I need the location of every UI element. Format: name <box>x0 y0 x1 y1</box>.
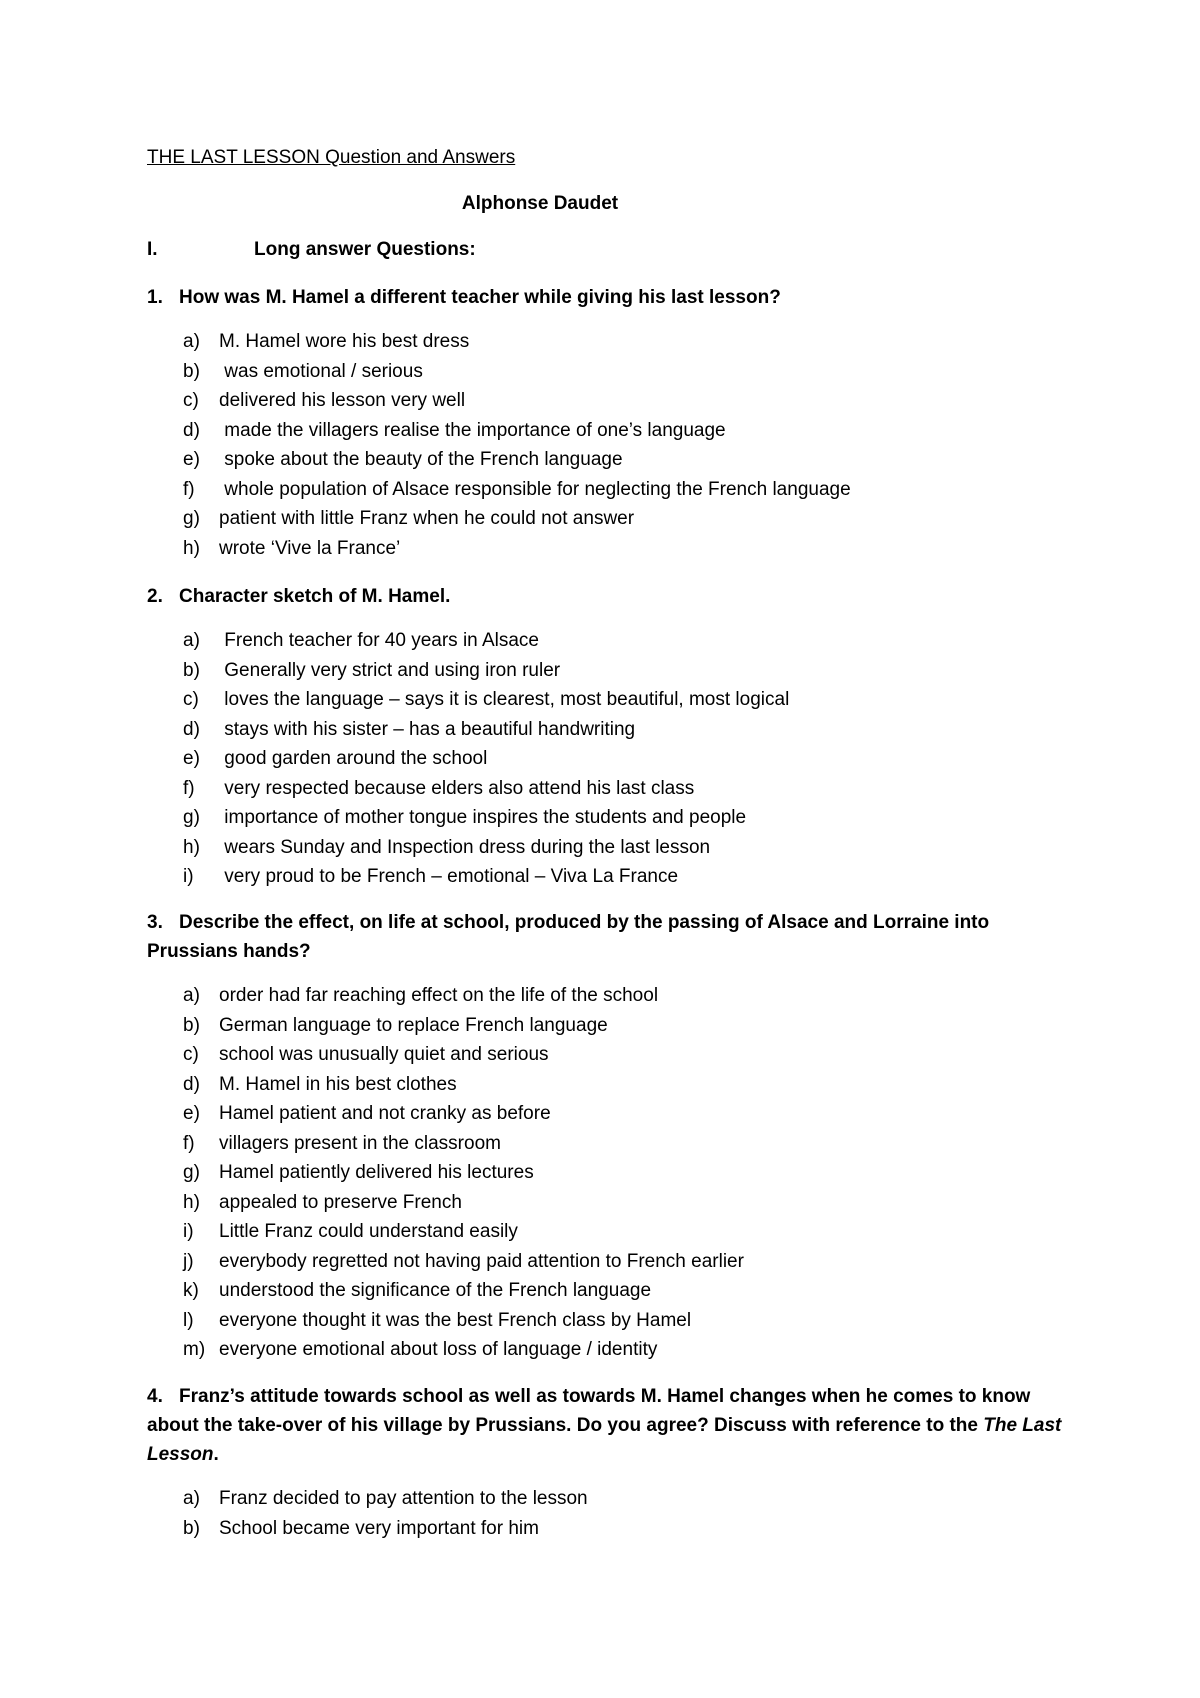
answer-list-2 <box>183 626 789 892</box>
document-author: Alphonse Daudet <box>461 193 619 214</box>
list-item-letter: a) <box>183 1488 200 1509</box>
list-item-letter: h) <box>183 537 200 559</box>
list-item-letter: f) <box>183 777 195 799</box>
document-title: THE LAST LESSON Question and Answers <box>147 147 516 168</box>
list-item <box>183 534 851 564</box>
list-item <box>183 1217 744 1247</box>
question-number: 2. <box>147 586 163 607</box>
list-item <box>183 1484 588 1514</box>
list-item-letter: c) <box>183 689 199 710</box>
list-item-text: everyone emotional about loss of language / identity <box>219 1339 658 1360</box>
question-number: 4. <box>147 1386 163 1407</box>
list-item-letter: d) <box>183 419 200 441</box>
list-item <box>183 1158 744 1188</box>
section-number: I. <box>147 239 158 260</box>
list-item <box>183 1099 744 1129</box>
list-item-letter: j) <box>183 1250 194 1272</box>
list-item-letter: g) <box>183 1162 200 1183</box>
question-1 <box>147 283 1077 312</box>
list-item <box>183 1306 744 1336</box>
list-item-letter: b) <box>183 1517 200 1539</box>
list-item-text: wrote ‘Vive la France’ <box>219 537 401 559</box>
list-item-text: loves the language – says it is clearest, most beautiful, most logical <box>219 689 790 710</box>
answer-list-1 <box>183 327 851 563</box>
list-item-letter: e) <box>183 748 200 769</box>
list-item <box>183 357 851 387</box>
list-item-text: spoke about the beauty of the French language <box>219 449 623 470</box>
question-3 <box>147 908 1027 966</box>
list-item <box>183 386 851 416</box>
list-item-letter: g) <box>183 807 200 828</box>
list-item <box>183 416 851 446</box>
list-item-text: order had far reaching effect on the life of the school <box>219 985 659 1006</box>
list-item-text: Franz decided to pay attention to the lesson <box>219 1488 588 1509</box>
question-text: How was M. Hamel a different teacher while giving his last lesson? <box>179 287 781 308</box>
list-item-text: whole population of Alsace responsible for neglecting the French language <box>219 478 851 500</box>
list-item-letter: c) <box>183 390 199 411</box>
list-item-text: wears Sunday and Inspection dress during the last lesson <box>219 836 711 858</box>
question-text-end: . <box>213 1444 219 1465</box>
list-item <box>183 803 789 833</box>
list-item <box>183 862 789 892</box>
list-item-text: French teacher for 40 years in Alsace <box>219 630 539 651</box>
list-item-letter: h) <box>183 1191 200 1213</box>
list-item-text: very proud to be French – emotional – Viva La France <box>219 866 679 887</box>
list-item <box>183 475 851 505</box>
list-item-text: School became very important for him <box>219 1517 539 1539</box>
list-item <box>183 1276 744 1306</box>
list-item <box>183 774 789 804</box>
list-item <box>183 833 789 863</box>
list-item-text: was emotional / serious <box>219 360 423 382</box>
list-item-text: very respected because elders also attend his last class <box>219 777 695 799</box>
list-item <box>183 1011 744 1041</box>
list-item-text: good garden around the school <box>219 748 488 769</box>
list-item-letter: b) <box>183 360 200 382</box>
list-item-text: Little Franz could understand easily <box>219 1221 518 1242</box>
list-item <box>183 744 789 774</box>
list-item-letter: m) <box>183 1339 206 1360</box>
list-item <box>183 685 789 715</box>
list-item <box>183 1335 744 1365</box>
list-item <box>183 1247 744 1277</box>
question-2 <box>147 582 1077 611</box>
list-item-text: made the villagers realise the importance of one’s language <box>219 419 726 441</box>
list-item-letter: g) <box>183 508 200 529</box>
list-item <box>183 504 851 534</box>
list-item-text: Hamel patient and not cranky as before <box>219 1103 551 1124</box>
list-item-letter: e) <box>183 1103 200 1124</box>
list-item <box>183 1514 588 1544</box>
question-number: 3. <box>147 912 163 933</box>
list-item <box>183 1188 744 1218</box>
list-item-letter: c) <box>183 1044 199 1065</box>
list-item-text: Hamel patiently delivered his lectures <box>219 1162 534 1183</box>
list-item-text: Generally very strict and using iron ruler <box>219 659 561 681</box>
list-item-text: patient with little Franz when he could not answer <box>219 508 635 529</box>
list-item-letter: a) <box>183 331 200 352</box>
list-item <box>183 1129 744 1159</box>
list-item-letter: f) <box>183 1132 195 1154</box>
list-item-text: everybody regretted not having paid attention to French earlier <box>219 1250 744 1272</box>
list-item-letter: a) <box>183 985 200 1006</box>
answer-list-4 <box>183 1484 588 1543</box>
list-item <box>183 445 851 475</box>
question-number: 1. <box>147 287 163 308</box>
list-item-letter: i) <box>183 866 194 887</box>
list-item-text: understood the significance of the French language <box>219 1280 652 1301</box>
list-item-text: importance of mother tongue inspires the students and people <box>219 807 747 828</box>
list-item <box>183 626 789 656</box>
list-item-letter: b) <box>183 659 200 681</box>
question-text: Character sketch of M. Hamel. <box>179 586 451 607</box>
question-text-italic: The Last Lesson <box>147 1415 1062 1465</box>
list-item-text: villagers present in the classroom <box>219 1132 501 1154</box>
list-item-letter: i) <box>183 1221 194 1242</box>
list-item-text: M. Hamel in his best clothes <box>219 1073 457 1095</box>
section-label: Long answer Questions: <box>254 239 476 260</box>
question-text: Describe the effect, on life at school, produced by the passing of Alsace and Lorraine into Prussians hands? <box>147 912 990 962</box>
list-item-letter: e) <box>183 449 200 470</box>
list-item-text: delivered his lesson very well <box>219 390 466 411</box>
list-item <box>183 1070 744 1100</box>
list-item-letter: l) <box>183 1309 194 1331</box>
list-item-text: everyone thought it was the best French class by Hamel <box>219 1309 692 1331</box>
list-item <box>183 327 851 357</box>
list-item-letter: b) <box>183 1014 200 1036</box>
list-item <box>183 1040 744 1070</box>
list-item-letter: d) <box>183 718 200 740</box>
list-item-text: appealed to preserve French <box>219 1191 462 1213</box>
list-item <box>183 656 789 686</box>
section-heading <box>147 239 476 261</box>
list-item-text: M. Hamel wore his best dress <box>219 331 470 352</box>
list-item-text: German language to replace French language <box>219 1014 608 1036</box>
list-item-letter: a) <box>183 630 200 651</box>
list-item-text: school was unusually quiet and serious <box>219 1044 549 1065</box>
list-item-letter: h) <box>183 836 200 858</box>
list-item-letter: k) <box>183 1280 199 1301</box>
answer-list-3 <box>183 981 744 1365</box>
list-item-letter: d) <box>183 1073 200 1095</box>
question-4 <box>147 1382 1067 1469</box>
list-item-letter: f) <box>183 478 195 500</box>
list-item <box>183 715 789 745</box>
list-item-text: stays with his sister – has a beautiful handwriting <box>219 718 636 740</box>
list-item <box>183 981 744 1011</box>
question-text: Franz’s attitude towards school as well as towards M. Hamel changes when he comes to know about the take-over of his village by Prussians. Do you agree? Discuss with reference to the <box>147 1386 1031 1436</box>
